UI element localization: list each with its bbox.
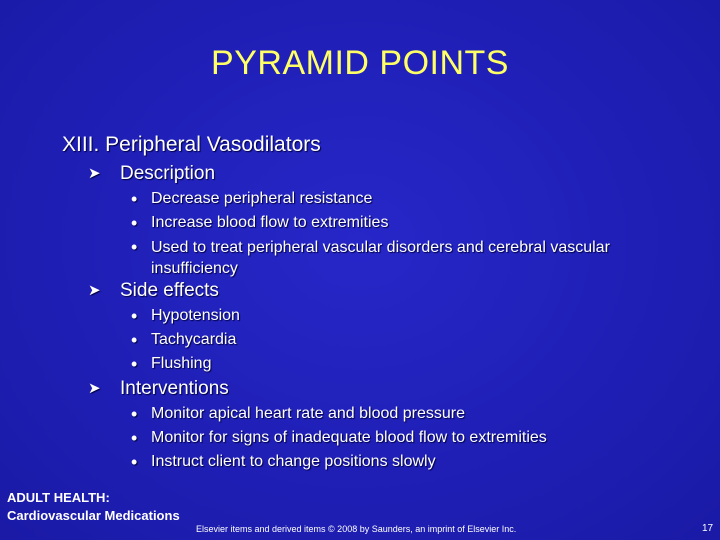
page-number: 17 <box>702 523 714 534</box>
side-effects-bullets <box>131 304 621 376</box>
dot-bullet-icon: • <box>131 428 138 448</box>
list-item: • Used to treat peripheral vascular disorders and cerebral vascular insufficiency <box>131 237 610 277</box>
list-item: • Hypotension <box>131 306 240 326</box>
arrowhead-bullet-icon: ➤ <box>88 282 101 299</box>
dot-bullet-icon: • <box>131 330 138 350</box>
topic-side-effects <box>88 280 219 302</box>
section-heading: XIII. Peripheral Vasodilators <box>62 133 321 156</box>
topic-label: Interventions <box>120 378 229 399</box>
arrowhead-bullet-icon: ➤ <box>88 165 101 182</box>
list-item: • Decrease peripheral resistance <box>131 189 373 209</box>
dot-bullet-icon: • <box>131 354 138 374</box>
copyright-notice: Elsevier items and derived items © 2008 by Saunders, an imprint of Elsevier Inc. <box>196 524 517 534</box>
dot-bullet-icon: • <box>131 189 138 209</box>
footer-category-title: ADULT HEALTH: <box>7 490 110 505</box>
dot-bullet-icon: • <box>131 213 138 233</box>
footer-subcategory: Cardiovascular Medications <box>7 508 180 523</box>
topic-label: Side effects <box>120 280 219 301</box>
list-item: • Tachycardia <box>131 330 237 350</box>
list-item: • Instruct client to change positions slowly <box>131 452 436 472</box>
dot-bullet-icon: • <box>131 452 138 472</box>
topic-label: Description <box>120 163 216 184</box>
arrowhead-bullet-icon: ➤ <box>88 380 101 397</box>
slide-title: PYRAMID POINTS <box>211 44 509 82</box>
list-item: • Increase blood flow to extremities <box>131 213 389 233</box>
footer-category <box>7 489 180 525</box>
dot-bullet-icon: • <box>131 237 138 257</box>
dot-bullet-icon: • <box>131 404 138 424</box>
interventions-bullets <box>131 402 621 474</box>
description-bullets <box>131 187 621 279</box>
list-item: • Monitor apical heart rate and blood pressure <box>131 404 465 424</box>
topic-interventions <box>88 378 229 400</box>
topic-description <box>88 163 215 185</box>
dot-bullet-icon: • <box>131 306 138 326</box>
list-item: • Flushing <box>131 354 212 374</box>
list-item: • Monitor for signs of inadequate blood flow to extremities <box>131 428 547 448</box>
